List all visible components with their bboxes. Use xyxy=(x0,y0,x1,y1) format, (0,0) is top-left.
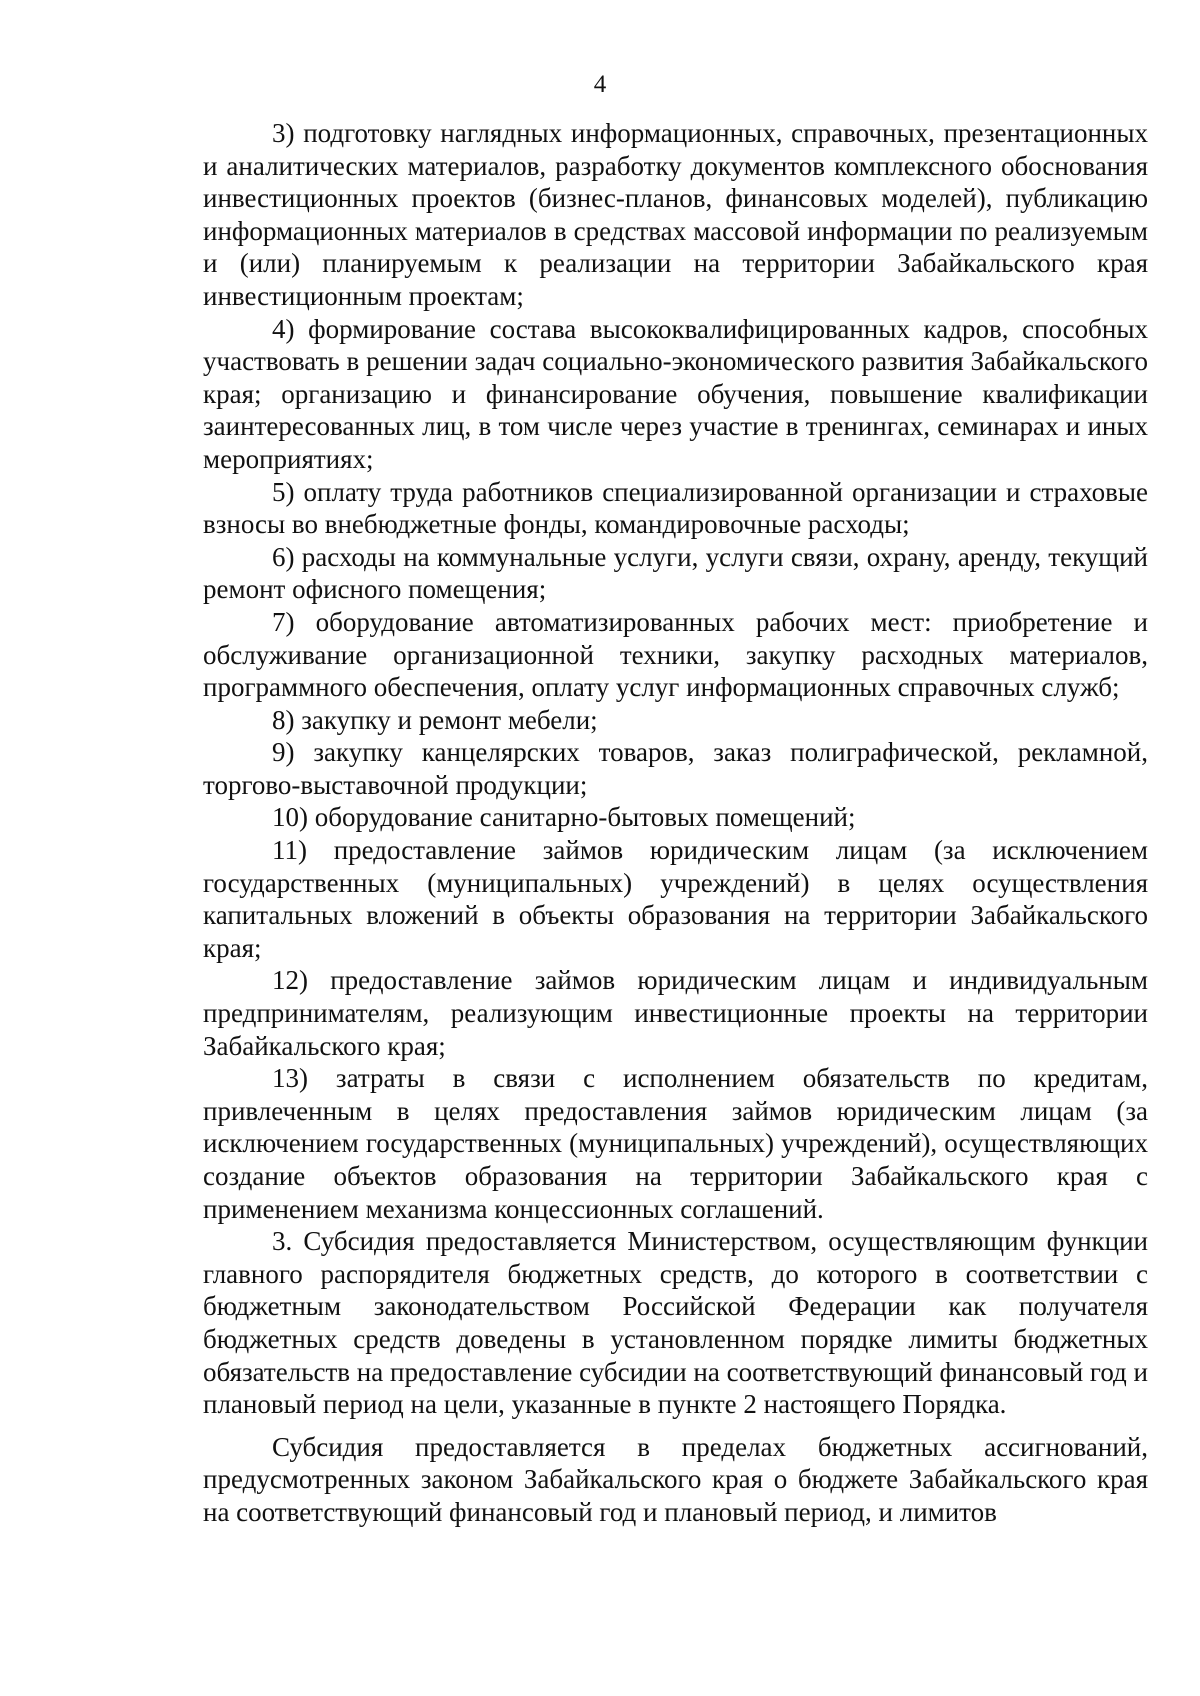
paragraph-item-6: 6) расходы на коммунальные услуги, услуги связи, охрану, аренду, текущий ремонт офисного помещения; xyxy=(203,541,1148,605)
paragraph-item-11: 11) предоставление займов юридическим лицам (за исключением государственных (муниципальных) учреждений) в целях осуществления капитальных вложений в объекты образования на территории Забайкальского края; xyxy=(203,835,1148,963)
document-body xyxy=(203,117,1148,1529)
paragraph-item-12: 12) предоставление займов юридическим лицам и индивидуальным предпринимателям, реализующим инвестиционные проекты на территории Забайкальского края; xyxy=(203,965,1148,1061)
paragraph-item-10: 10) оборудование санитарно-бытовых помещений; xyxy=(272,802,856,833)
paragraph-subsidy-limits: Субсидия предоставляется в пределах бюджетных ассигнований, предусмотренных законом Забайкальского края о бюджете Забайкальского края на соответствующий финансовый год и плановый период, и лимитов xyxy=(203,1431,1148,1527)
page-number: 4 xyxy=(593,71,607,98)
paragraph-item-8: 8) закупку и ремонт мебели; xyxy=(272,704,598,735)
paragraph-item-5: 5) оплату труда работников специализированной организации и страховые взносы во внебюджетные фонды, командировочные расходы; xyxy=(203,476,1148,540)
paragraph-item-13: 13) затраты в связи с исполнением обязательств по кредитам, привлеченным в целях предоставления займов юридическим лицам (за исключением государственных (муниципальных) учреждений), осуществляющих создание объектов образования на территории Забайкальского края с применением механизма концессионных соглашений. xyxy=(203,1063,1148,1224)
paragraph-item-4: 4) формирование состава высококвалифицированных кадров, способных участвовать в решении задач социально-экономического развития Забайкальского края; организацию и финансирование обучения, повышение квалификации заинтересованных лиц, в том числе через участие в тренингах, семинарах и иных мероприятиях; xyxy=(203,313,1148,474)
paragraph-item-7: 7) оборудование автоматизированных рабочих мест: приобретение и обслуживание организационной техники, закупку расходных материалов, программного обеспечения, оплату услуг информационных справочных служб; xyxy=(203,606,1148,703)
paragraph-item-9: 9) закупку канцелярских товаров, заказ полиграфической, рекламной, торгово-выставочной продукции; xyxy=(203,737,1148,800)
paragraph-section-3: 3. Субсидия предоставляется Министерством, осуществляющим функции главного распорядителя бюджетных средств, до которого в соответствии с бюджетным законодательством Российской Федерации как получателя бюджетных средств доведены в установленном порядке лимиты бюджетных обязательств на предоставление субсидии на соответствующий финансовый год и плановый период на цели, указанные в пункте 2 настоящего Порядка. xyxy=(203,1226,1148,1420)
paragraph-item-3: 3) подготовку наглядных информационных, справочных, презентационных и аналитических материалов, разработку документов комплексного обоснования инвестиционных проектов (бизнес-планов, финансовых моделей), публикацию информационных материалов в средствах массовой информации по реализуемым и (или) планируемым к реализации на территории Забайкальского края инвестиционным проектам; xyxy=(203,118,1148,311)
